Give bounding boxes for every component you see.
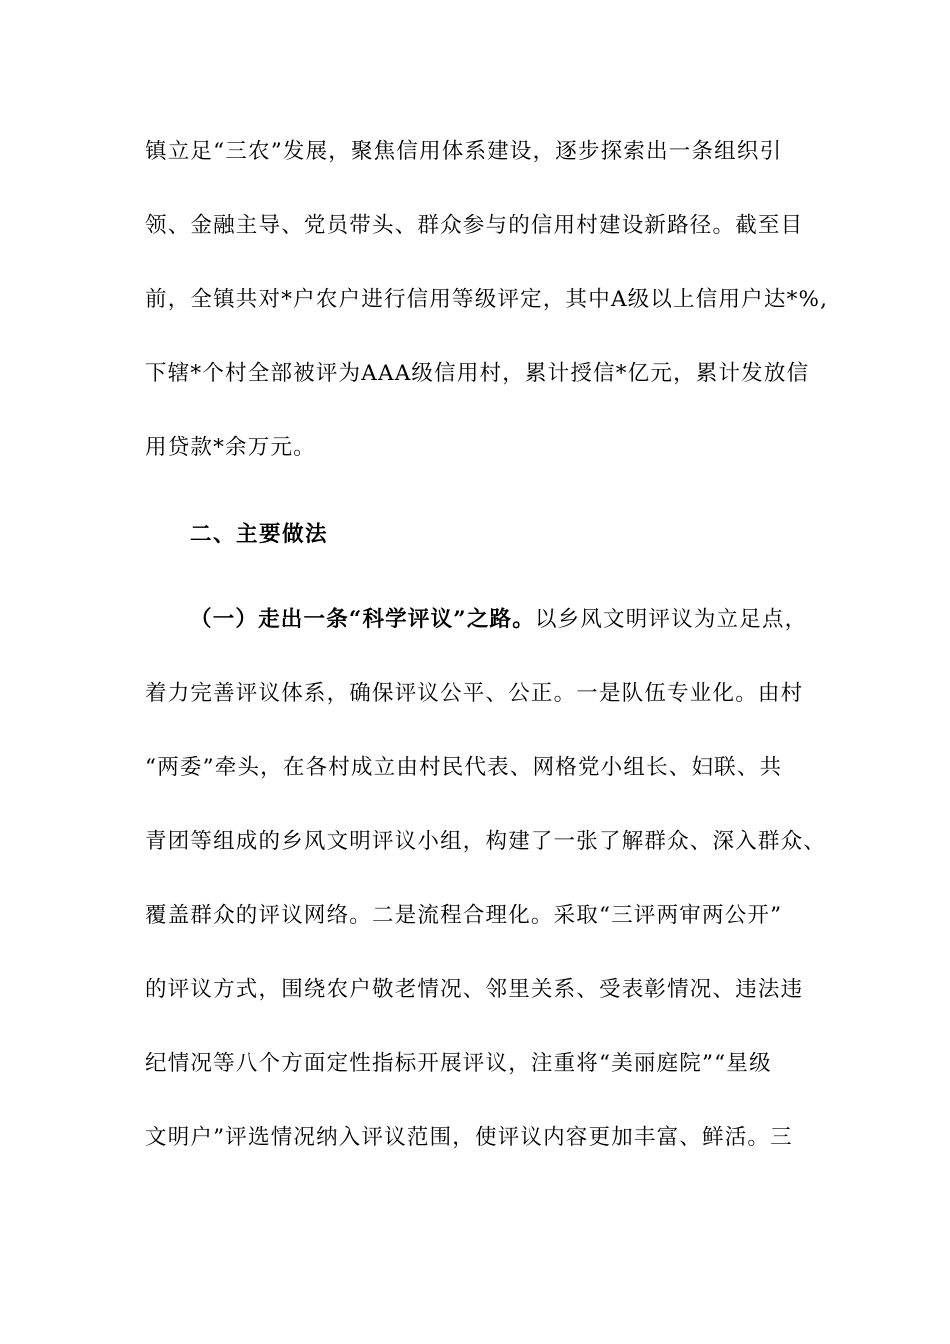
body-text-line: 的评议方式，围绕农户敬老情况、邻里关系、受表彰情况、违法违 <box>145 977 804 1002</box>
section-heading: 二、主要做法 <box>190 522 329 547</box>
body-text-line: 文明户”评选情况纳入评议范围，使评议内容更加丰富、鲜活。三 <box>145 1125 793 1150</box>
body-text-line: 下辖*个村全部被评为AAA级信用村，累计授信*亿元，累计发放信 <box>145 361 810 386</box>
subsection-lead-text: 以乡风文明评议为立足点， <box>534 607 808 632</box>
body-text-line: 镇立足“三农”发展，聚焦信用体系建设，逐步探索出一条组织引 <box>145 139 783 164</box>
body-text-line: 着力完善评议体系，确保评议公平、公正。一是队伍专业化。由村 <box>145 681 804 706</box>
body-text-line: 纪情况等八个方面定性指标开展评议，注重将“美丽庭院”“星级 <box>145 1051 772 1076</box>
body-text-line: 前，全镇共对*户农户进行信用等级评定，其中A级以上信用户达*%, <box>145 287 829 312</box>
body-text-line: 覆盖群众的评议网络。二是流程合理化。采取“三评两审两公开” <box>145 903 783 928</box>
body-text-line: 领、金融主导、党员带头、群众参与的信用村建设新路径。截至目 <box>145 213 804 238</box>
paragraph-first-line <box>190 605 830 635</box>
body-text-line: “两委”牵头，在各村成立由村民代表、网格党小组长、妇联、共 <box>145 755 783 780</box>
body-text-line: 用贷款*余万元。 <box>145 435 316 460</box>
subsection-title: （一）走出一条“科学评议”之路。 <box>190 607 535 632</box>
body-text-line: 青团等组成的乡风文明评议小组，构建了一张了解群众、深入群众、 <box>145 829 827 854</box>
